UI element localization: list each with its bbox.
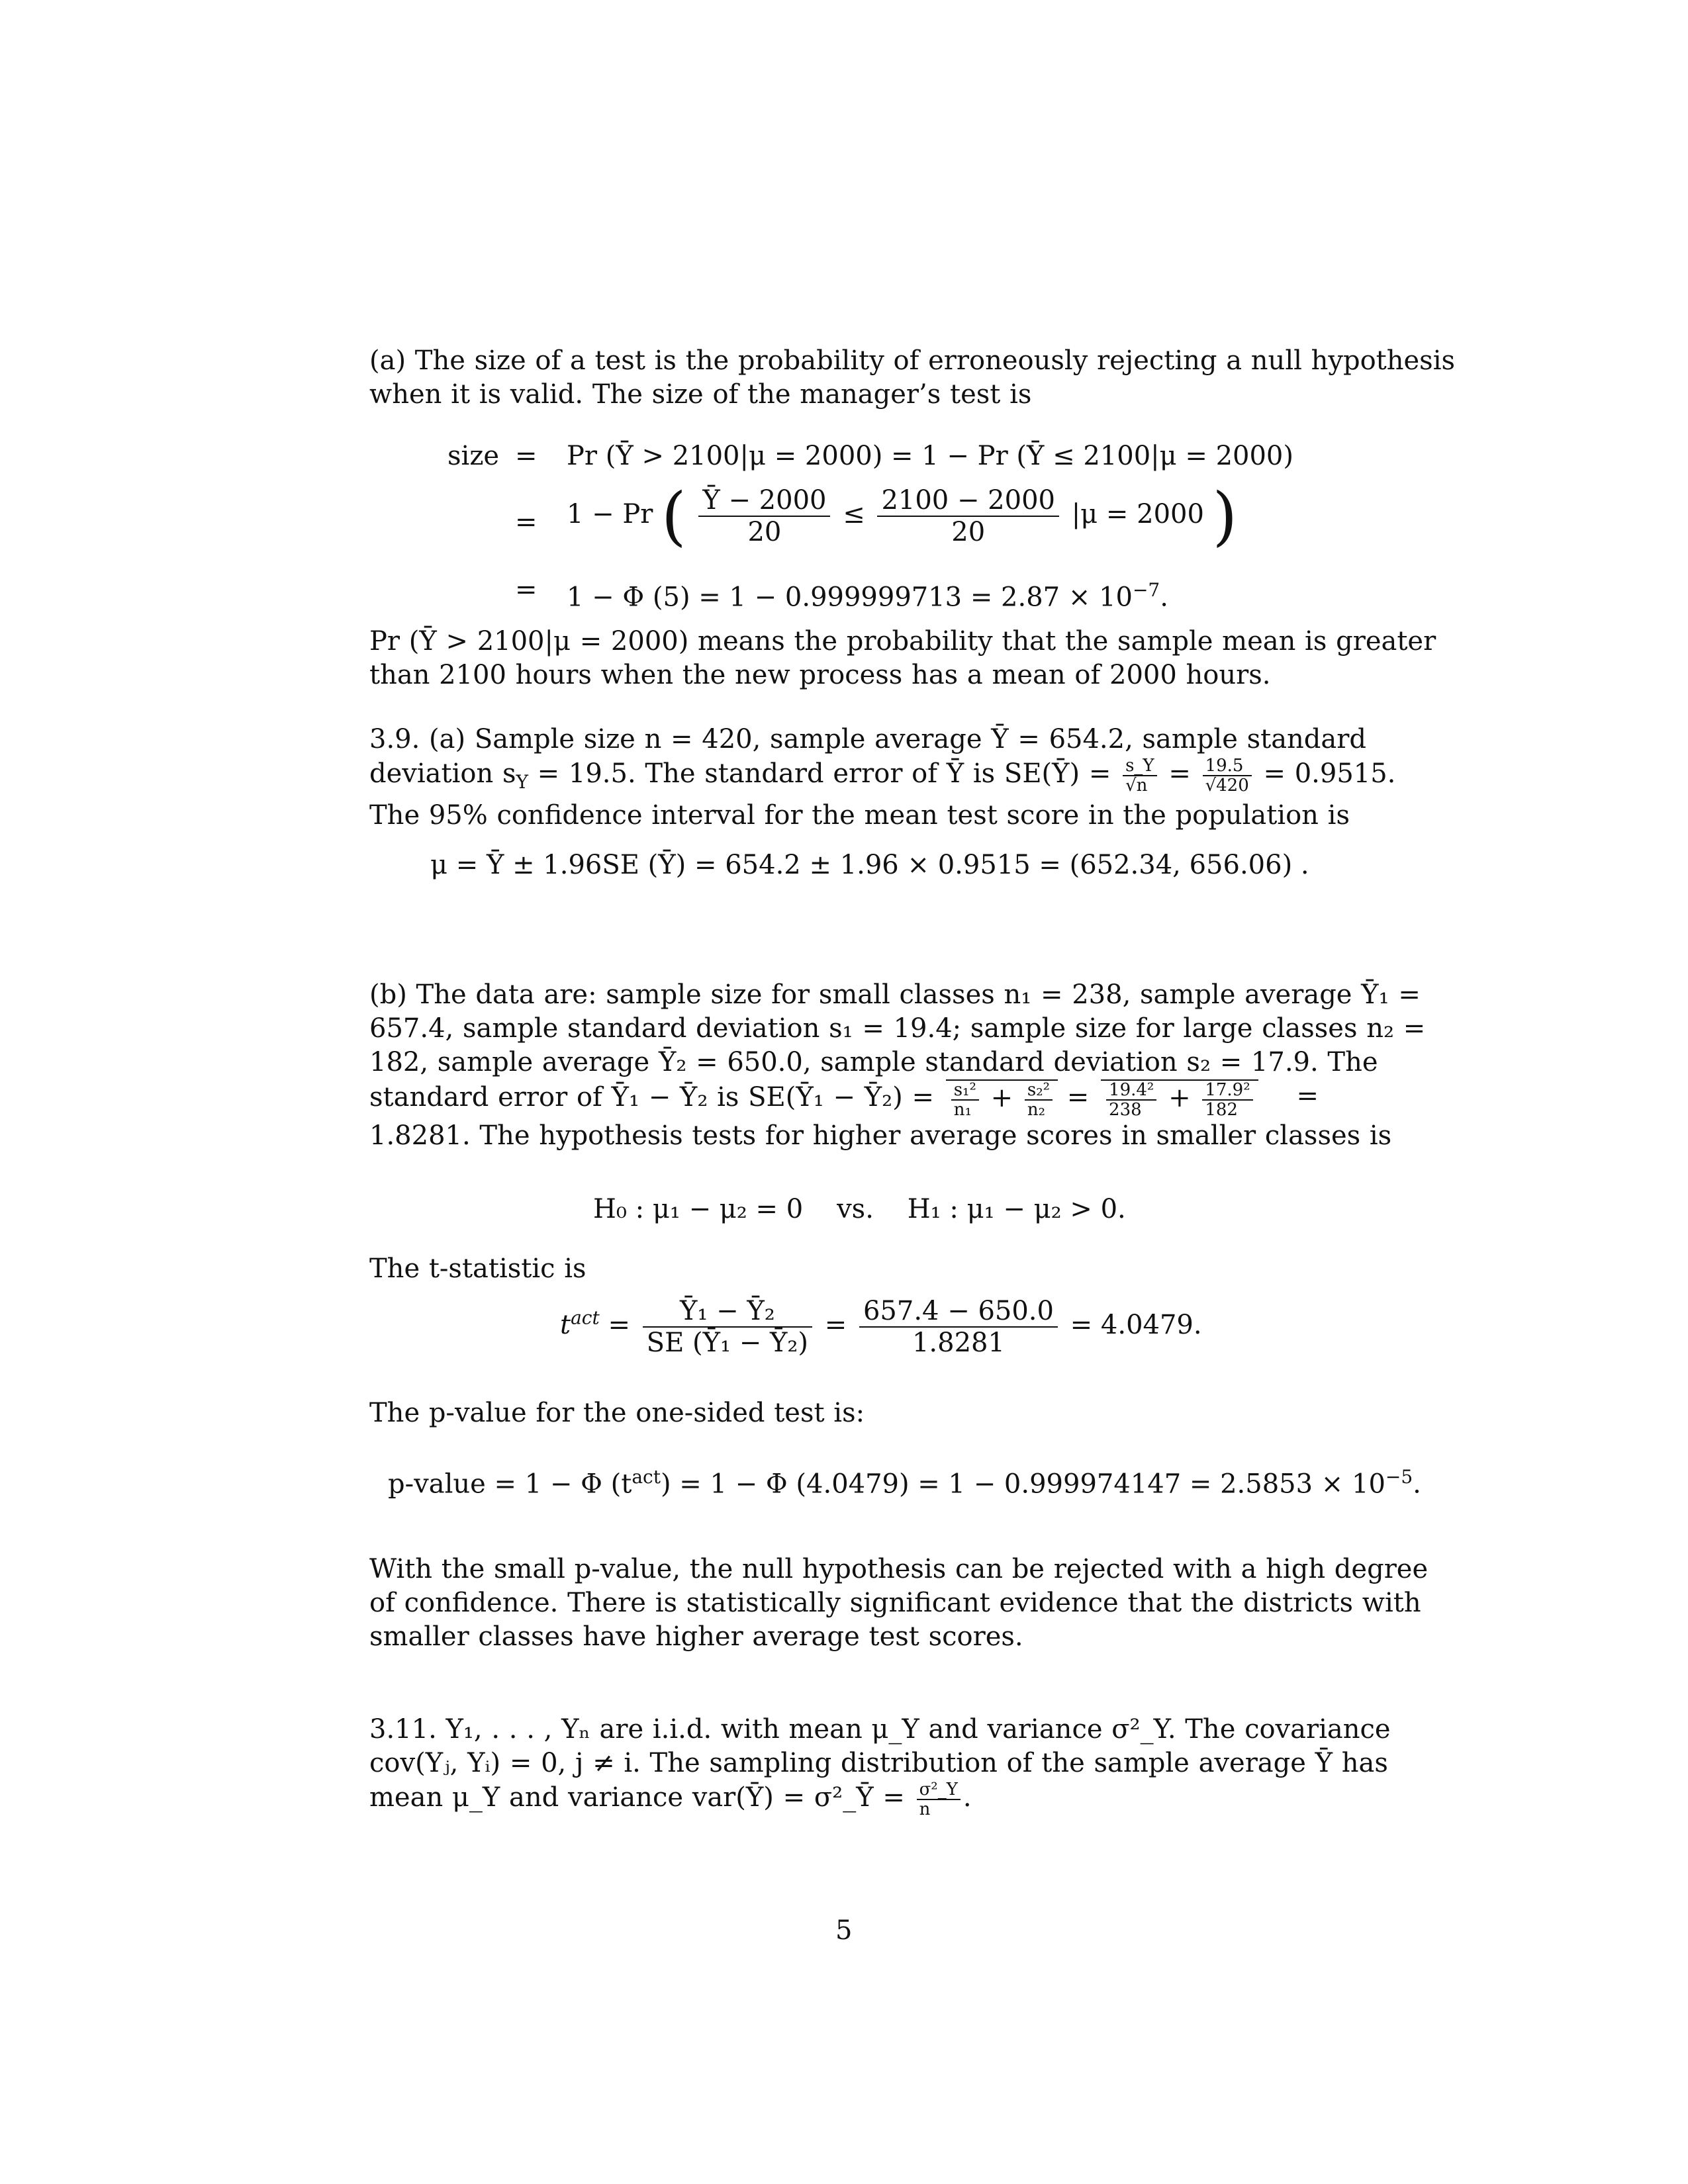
var-equals: = bbox=[1066, 1082, 1090, 1113]
size-fraction-2-denominator: 20 bbox=[951, 517, 986, 547]
paragraph-3-9 bbox=[369, 723, 1396, 833]
size-fraction-1 bbox=[698, 485, 830, 547]
paragraph-a bbox=[369, 344, 1456, 412]
p-value-exponent: −5 bbox=[1385, 1466, 1413, 1488]
p-value-intro: The p-value for the one-sided test is: bbox=[369, 1398, 865, 1428]
conclusion-line-3: smaller classes have higher average test scores. bbox=[369, 1621, 1023, 1652]
var-fraction-4-numerator: 17.9² bbox=[1202, 1081, 1252, 1101]
left-paren-icon: ( bbox=[661, 479, 686, 553]
se-equals: = bbox=[1168, 758, 1191, 789]
paragraph-a-line-1: (a) The size of a test is the probability of erroneously rejecting a null hypothesis bbox=[369, 345, 1456, 376]
size-row-1: Pr (Ȳ > 2100|μ = 2000) = 1 − Pr (Ȳ ≤ 2100|μ = 2000) bbox=[567, 441, 1293, 471]
paragraph-b-line-4 bbox=[369, 1079, 1319, 1119]
paragraph-3-11-line-3 bbox=[369, 1780, 1319, 1819]
paragraph-a-line-2: when it is valid. The size of the manager’s test is bbox=[369, 379, 1032, 410]
hypothesis-equation: H₀ : μ₁ − μ₂ = 0 vs. H₁ : μ₁ − μ₂ > 0. bbox=[593, 1194, 1126, 1224]
variance-fraction bbox=[917, 1780, 961, 1819]
size-label: size bbox=[447, 441, 500, 471]
var-fraction-2-numerator: s₂² bbox=[1025, 1081, 1053, 1101]
var-end-equals: = bbox=[1296, 1081, 1319, 1111]
paragraph-b-line-1: (b) The data are: sample size for small classes n₁ = 238, sample average Ȳ₁ = bbox=[369, 979, 1421, 1010]
paragraph-pr-line-1: Pr (Ȳ > 2100|μ = 2000) means the probability that the sample mean is greater bbox=[369, 626, 1436, 657]
var-fraction-3 bbox=[1106, 1081, 1156, 1119]
t-fraction-numeric bbox=[859, 1296, 1058, 1358]
t-fraction-symbolic bbox=[643, 1296, 812, 1358]
size-row-2-le: ≤ bbox=[843, 499, 865, 529]
size-row-3-exponent: −7 bbox=[1132, 579, 1160, 601]
var-fraction-1-numerator: s₁² bbox=[951, 1081, 979, 1101]
conclusion-line-2: of confidence. There is statistically significant evidence that the districts with bbox=[369, 1588, 1421, 1618]
size-row-3 bbox=[567, 573, 1168, 614]
se-difference-text: standard error of Ȳ₁ − Ȳ₂ is SE(Ȳ₁ − Ȳ₂) = bbox=[369, 1082, 934, 1113]
paragraph-p-value bbox=[369, 1396, 1319, 1430]
paragraph-b-line-5: 1.8281. The hypothesis tests for higher average scores in smaller classes is bbox=[369, 1120, 1392, 1151]
size-row-3-text: 1 − Φ (5) = 1 − 0.999999713 = 2.87 × 10 bbox=[567, 582, 1133, 613]
var-fraction-2-denominator: n₂ bbox=[1027, 1100, 1046, 1120]
size-fraction-2-numerator: 2100 − 2000 bbox=[877, 485, 1059, 517]
t-equals-1: = bbox=[608, 1310, 630, 1340]
paragraph-3-9-line-3: The 95% confidence interval for the mean test score in the population is bbox=[369, 800, 1350, 831]
t-equals-2: = bbox=[824, 1310, 847, 1340]
size-fraction-1-numerator: Ȳ − 2000 bbox=[698, 485, 830, 517]
p-value-superscript: act bbox=[632, 1466, 661, 1488]
p-value-text-2: ) = 1 − Φ (4.0479) = 1 − 0.999974147 = 2.5853 × 10 bbox=[660, 1469, 1385, 1500]
var-fraction-3-numerator: 19.4² bbox=[1106, 1081, 1156, 1101]
var-fraction-2 bbox=[1025, 1081, 1053, 1119]
size-fraction-2 bbox=[877, 485, 1059, 547]
conclusion-line-1: With the small p-value, the null hypothesis can be rejected with a high degree bbox=[369, 1554, 1429, 1584]
deviation-subscript: Y bbox=[516, 771, 528, 793]
t-fraction-numeric-denominator: 1.8281 bbox=[912, 1328, 1005, 1358]
t-fraction-symbolic-denominator: SE (Ȳ₁ − Ȳ₂) bbox=[646, 1328, 809, 1358]
t-symbol: t bbox=[560, 1310, 571, 1340]
var-fraction-1-denominator: n₁ bbox=[953, 1100, 972, 1120]
sqrt-numeric bbox=[1101, 1079, 1258, 1119]
variance-text: mean μ_Y and variance var(Ȳ) = σ²_Ȳ = bbox=[369, 1782, 905, 1813]
paragraph-3-11 bbox=[369, 1713, 1391, 1819]
var-fraction-3-denominator: 238 bbox=[1109, 1100, 1142, 1120]
p-value-text: p-value = 1 − Φ (t bbox=[388, 1469, 632, 1500]
t-superscript: act bbox=[571, 1306, 600, 1329]
paragraph-3-9-line-2 bbox=[369, 756, 1396, 799]
paragraph-3-11-line-2: cov(Yⱼ, Yᵢ) = 0, j ≠ i. The sampling distribution of the sample average Ȳ has bbox=[369, 1748, 1388, 1778]
se-result: = 0.9515. bbox=[1263, 758, 1396, 789]
size-equals-3: = bbox=[515, 574, 538, 605]
p-value-end: . bbox=[1413, 1469, 1421, 1500]
deviation-text: deviation s bbox=[369, 758, 516, 789]
standard-error-text: = 19.5. The standard error of Ȳ is SE(Ȳ) = bbox=[528, 758, 1111, 789]
paragraph-3-9-line-1: 3.9. (a) Sample size n = 420, sample average Ȳ = 654.2, sample standard bbox=[369, 724, 1366, 754]
var-fraction-4 bbox=[1202, 1081, 1252, 1119]
se-fraction-symbolic bbox=[1123, 756, 1157, 795]
confidence-interval-equation: μ = Ȳ ± 1.96SE (Ȳ) = 654.2 ± 1.96 × 0.9515 = (652.34, 656.06) . bbox=[430, 850, 1309, 880]
paragraph-pr bbox=[369, 625, 1436, 692]
paragraph-3-11-line-1: 3.11. Y₁, . . . , Yₙ are i.i.d. with mean μ_Y and variance σ²_Y. The covariance bbox=[369, 1714, 1391, 1745]
se-fraction-symbolic-numerator: s_Y bbox=[1123, 756, 1157, 776]
variance-fraction-numerator: σ²_Y bbox=[917, 1780, 961, 1800]
size-row-2-condition: |μ = 2000 bbox=[1071, 499, 1204, 529]
size-row-2 bbox=[567, 479, 1238, 553]
variance-end: . bbox=[962, 1782, 972, 1813]
se-fraction-symbolic-denominator: √n bbox=[1125, 776, 1148, 796]
paragraph-t-statistic bbox=[369, 1252, 1319, 1286]
t-result: = 4.0479. bbox=[1070, 1310, 1202, 1340]
t-statistic-equation bbox=[560, 1296, 1202, 1358]
t-fraction-symbolic-numerator: Ȳ₁ − Ȳ₂ bbox=[643, 1296, 812, 1328]
size-row-2-prefix: 1 − Pr bbox=[567, 499, 653, 529]
se-fraction-numeric-denominator: √420 bbox=[1205, 776, 1249, 796]
size-equals-1: = bbox=[515, 441, 538, 471]
variance-fraction-denominator: n bbox=[919, 1799, 931, 1819]
size-fraction-1-denominator: 20 bbox=[747, 517, 782, 547]
paragraph-b-line-2: 657.4, sample standard deviation s₁ = 19.4; sample size for large classes n₂ = bbox=[369, 1013, 1426, 1044]
right-paren-icon: ) bbox=[1212, 479, 1238, 553]
size-equals-2: = bbox=[515, 507, 538, 537]
p-value-equation bbox=[388, 1460, 1421, 1501]
paragraph-conclusion bbox=[369, 1553, 1429, 1654]
paragraph-b bbox=[369, 978, 1426, 1153]
t-statistic-intro: The t-statistic is bbox=[369, 1253, 586, 1284]
var-plus-1: + bbox=[990, 1083, 1013, 1113]
se-fraction-numeric-numerator: 19.5 bbox=[1203, 756, 1252, 776]
se-fraction-numeric bbox=[1203, 756, 1252, 795]
page-number: 5 bbox=[835, 1915, 853, 1946]
var-plus-2: + bbox=[1168, 1083, 1191, 1113]
size-row-3-end: . bbox=[1160, 582, 1168, 613]
var-fraction-1 bbox=[951, 1081, 979, 1119]
t-fraction-numeric-numerator: 657.4 − 650.0 bbox=[859, 1296, 1058, 1328]
paragraph-b-line-3: 182, sample average Ȳ₂ = 650.0, sample standard deviation s₂ = 17.9. The bbox=[369, 1047, 1378, 1077]
paragraph-pr-line-2: than 2100 hours when the new process has a mean of 2000 hours. bbox=[369, 660, 1271, 690]
var-fraction-4-denominator: 182 bbox=[1205, 1100, 1238, 1120]
sqrt-symbolic bbox=[946, 1079, 1058, 1119]
